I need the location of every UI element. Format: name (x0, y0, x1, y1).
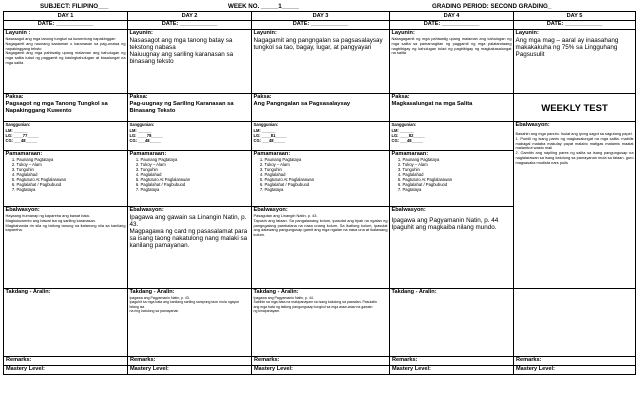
weekly-test-label: WEEKLY TEST (514, 93, 636, 121)
pamamaraan-step: 5. Pagtuturo At Paglalarawan (141, 178, 250, 183)
remarks-field-1[interactable]: Remarks: (4, 356, 128, 365)
lm-code: LM: ______ (5, 127, 28, 133)
lm-code: LM: ______ (253, 127, 276, 133)
pamamaraan-step: 6. Paglalahat / Pagbubuod (141, 183, 250, 188)
lm-code: LM: ______ (391, 127, 414, 133)
sanggunian-cell (128, 121, 252, 150)
pamamaraan-step: 2. Tukoy – Alam (265, 163, 388, 168)
day-header-2: DAY 2 (128, 12, 252, 21)
cg-code: CG: ___48_____ (129, 138, 161, 144)
ebalwasyon-cell (4, 206, 128, 288)
mastery-level-row (4, 365, 636, 374)
pamamaraan-step: 2. Tukoy – Alam (17, 163, 126, 168)
date-field-5[interactable]: DATE: ____________ (514, 20, 636, 29)
takdang-aralin-row (4, 288, 636, 356)
paksa-row (4, 93, 636, 121)
paksa-text: Ang Pangngalan sa Pagsasalaysay (253, 101, 351, 108)
takdang-aralin-text: Ipagawa ang Pagyamanin Natin, p. 44. Sabihin sa mga bata na makipanayam sa isang katulong sa paaralan. Pasulatin ang mga bata ng tatlong pangungusap tungkol sa mga araw-araw na gawain ng kinapanayam. (253, 296, 377, 313)
pamamaraan-label: Pamamaraan: (253, 151, 291, 158)
ebalwasyon-text: Ipagawa ang gawain sa Linangin Natin, p. 43. Magpagawa ng card ng pasasalamat para sa isang taong nakatulong nang malaki sa kanilang pamayanan. (129, 214, 248, 250)
ebalwasyon-cell (390, 206, 514, 288)
date-field-3[interactable]: DATE: ____________ (252, 20, 390, 29)
pamamaraan-step: 7. Pagtataya (403, 188, 512, 193)
paksa-cell (128, 93, 252, 121)
sanggunian-label: Sanggunian: (129, 122, 155, 128)
layunin-text: Nasasagot ang mga tanong tungkol sa kuwentong napakinggan Nagagamit ang naunang kaalaman o karanasan sa pag-unawa ng napakinggang teksto Nagagamit ang mga pahiwatig upang malaman ang kahulugan ng mga salita tulad ng paggamit ng kasingkahulugan at kasalungat na mga salita (5, 36, 126, 65)
layunin-cell (514, 29, 636, 93)
pamamaraan-step: 5. Pagtuturo At Paglalarawan (17, 178, 126, 183)
ebalwasyon-text: Hayaang humanap ng kapareha ang bawat bata. Magkukuwento ang bawat isa ng sariling karanasan. Magbahanda rin sila ng tatlong tanong na itatanong nila sa kanilang kapareha. (5, 213, 126, 233)
pamamaraan-list (392, 158, 512, 193)
remarks-field-5[interactable]: Remarks: (514, 356, 636, 365)
lg-code: LG: ____82_____ (391, 133, 425, 139)
takdang-aralin-text: Ipagawa ang Pagyamanin Natin, p. 43. Ipaguhit sa mga bata ang kanilang sariling sampung taon mula ngayon bilang isa na ring katulong sa pamayanan (129, 296, 240, 313)
pamamaraan-step: 4. Paglalahad (141, 173, 250, 178)
layunin-cell (390, 29, 514, 93)
pamamaraan-label: Pamamaraan: (5, 151, 43, 158)
pamamaraan-step: 3. Tunguhin (17, 168, 126, 173)
pamamaraan-step: 4. Paglalahad (17, 173, 126, 178)
layunin-row (4, 29, 636, 93)
cg-code: CG: ___48_____ (5, 138, 37, 144)
pamamaraan-step: 1. Paunang Pagtataya (403, 158, 512, 163)
lesson-plan-table (3, 11, 636, 375)
mastery-level-field-1[interactable]: Mastery Level: (4, 365, 128, 374)
layunin-cell (4, 29, 128, 93)
sanggunian-cell (390, 121, 514, 150)
paksa-label: Paksa: (253, 94, 272, 101)
pamamaraan-step: 3. Tunguhin (141, 168, 250, 173)
takdang-aralin-label: Takdang - Aralin: (253, 289, 299, 296)
pamamaraan-step: 3. Tunguhin (265, 168, 388, 173)
pamamaraan-step: 6. Paglalahat / Pagbubuod (265, 183, 388, 188)
date-field-4[interactable]: DATE: ____________ (390, 20, 514, 29)
layunin-text: Nagagamit ang pangngalan sa pagsasalaysay tungkol sa tao, bagay, lugar, at pangyayari (253, 37, 383, 52)
day-header-row (4, 12, 636, 21)
pamamaraan-step: 1. Paunang Pagtataya (17, 158, 126, 163)
remarks-field-3[interactable]: Remarks: (252, 356, 390, 365)
pamamaraan-step: 2. Tukoy – Alam (141, 163, 250, 168)
paksa-cell (252, 93, 390, 121)
grading-period-label: GRADING PERIOD: SECOND GRADING_ (432, 3, 552, 10)
mastery-level-field-2[interactable]: Mastery Level: (128, 365, 252, 374)
paksa-label: Paksa: (129, 94, 148, 101)
cg-code: CG: ___48_____ (253, 138, 285, 144)
sanggunian-label: Sanggunian: (5, 122, 31, 128)
takdang-aralin-cell (390, 288, 514, 356)
pamamaraan-label: Pamamaraan: (129, 151, 167, 158)
lg-code: LG: ____77_____ (5, 133, 39, 139)
pamamaraan-step: 1. Paunang Pagtataya (141, 158, 250, 163)
pamamaraan-list (6, 158, 126, 193)
takdang-aralin-label: Takdang - Aralin: (129, 289, 175, 296)
sanggunian-label: Sanggunian: (391, 122, 417, 128)
lm-code: LM: ______ (129, 127, 152, 133)
ebalwasyon-label: Ebalwasyon: (5, 207, 40, 214)
layunin-text: Ang mga mag – aaral ay inaasahang makakakuha ng 75% sa Lingguhang Pagsusulit (515, 37, 619, 59)
day5-ebalwasyon-cell (514, 121, 636, 288)
pamamaraan-step: 3. Tunguhin (403, 168, 512, 173)
pamamaraan-step: 7. Pagtataya (141, 188, 250, 193)
pamamaraan-step: 6. Paglalahat / Pagbubuod (403, 183, 512, 188)
cg-code: CG: ___48_____ (391, 138, 423, 144)
date-field-1[interactable]: DATE: ____________ (4, 20, 128, 29)
sanggunian-cell (252, 121, 390, 150)
pamamaraan-step: 4. Paglalahad (265, 173, 388, 178)
ebalwasyon-label: Ebalwasyon: (129, 207, 164, 214)
layunin-text: Nasasagot ang mga tanong batay sa tekstong nabasa Naiuugnay ang sariling karanasan sa binasang teksto (129, 37, 234, 66)
week-number-label: WEEK NO. _____1_____ (228, 3, 299, 10)
pamamaraan-cell (4, 150, 128, 206)
takdang-aralin-label: Takdang - Aralin: (391, 289, 437, 296)
ebalwasyon-text: Pasagutan ang Linangin Natin, p. 43. Tapusin ang talaan. Sa pangalawang kolum, ipasulat ang tiyak na ngalan ng pangngalang pambalana na nasa unang kolum. Sa ikatlong kolum, ipasulat ang dalawang pangungusap gamit ang mga ngalan na nasa una at ikalawang kolum. (253, 213, 388, 238)
sanggunian-label: Sanggunian: (253, 122, 279, 128)
day-header-1: DAY 1 (4, 12, 128, 21)
paksa-text: Pagsagot ng mga Tanong Tungkol sa Napakinggang Kuwento (5, 101, 108, 114)
pamamaraan-cell (128, 150, 252, 206)
takdang-aralin-cell (252, 288, 390, 356)
takdang-aralin-cell (4, 288, 128, 356)
pamamaraan-step: 5. Pagtuturo At Paglalarawan (403, 178, 512, 183)
layunin-label: Layunin: (515, 30, 539, 37)
pamamaraan-label: Pamamaraan: (391, 151, 429, 158)
lg-code: LG: ____81_____ (253, 133, 287, 139)
day-header-5: DAY 5 (514, 12, 636, 21)
pamamaraan-step: 1. Paunang Pagtataya (265, 158, 388, 163)
day-header-4: DAY 4 (390, 12, 514, 21)
pamamaraan-cell (390, 150, 514, 206)
layunin-label: Layunin: (253, 30, 277, 37)
layunin-label: Layunin: (129, 30, 153, 37)
remarks-field-2[interactable]: Remarks: (128, 356, 252, 365)
layunin-label: Layunin: (391, 30, 415, 37)
paksa-label: Paksa: (391, 94, 410, 101)
ebalwasyon-cell (128, 206, 252, 288)
pamamaraan-cell (252, 150, 390, 206)
pamamaraan-list (130, 158, 250, 193)
mastery-level-field-3[interactable]: Mastery Level: (252, 365, 390, 374)
pamamaraan-step: 7. Pagtataya (17, 188, 126, 193)
day-header-3: DAY 3 (252, 12, 390, 21)
pamamaraan-step: 5. Pagtuturo At Paglalarawan (265, 178, 388, 183)
subject-label: SUBJECT: FILIPINO___ (40, 3, 109, 10)
lg-code: LG: ____78_____ (129, 133, 163, 139)
ebalwasyon-cell (252, 206, 390, 288)
layunin-cell (252, 29, 390, 93)
layunin-cell (128, 29, 252, 93)
takdang-aralin-cell (514, 288, 636, 356)
pamamaraan-step: 6. Paglalahat / Pagbubuod (17, 183, 126, 188)
ebalwasyon-text: Ipagawa ang Pagyamanin Natin, p. 44 Ipaguhit ang magkaiba nilang mundo. (391, 217, 499, 232)
ebalwasyon-label: Ebalwasyon: (515, 122, 550, 129)
mastery-level-field-5[interactable]: Mastery Level: (514, 365, 636, 374)
pamamaraan-step: 2. Tukoy – Alam (403, 163, 512, 168)
paksa-cell (390, 93, 514, 121)
layunin-text: Nakagagamit ng mga pahiwatig upang malaman ang kahulugan ng mga salita sa pamamagitan ng paggamit ng mga palatandaang nagbibigay ng kahulugan tulad ng pagbibigay ng magkakasalungat na salita (391, 36, 512, 56)
takdang-aralin-label: Takdang - Aralin: (5, 289, 51, 296)
takdang-aralin-cell (128, 288, 252, 356)
pamamaraan-step: 4. Paglalahad (403, 173, 512, 178)
pamamaraan-step: 7. Pagtataya (265, 188, 388, 193)
ebalwasyon-text: Basahin ang mga panuto. Isulat ang iyong sagot sa sagutang papel. 1. Pumili ng isang pares ng magkasalungat na mga salita. mabilis mabagal mataba makulay payat malabo matigas matamis maalat malambot wasto mali 2. Gamitin ang napiling pares ng salita sa isang pangungusap na naglalarawan sa isang katulong sa pamayanan mula sa talaan. guro magsasaka modista nars pulis (515, 131, 634, 165)
paksa-cell (4, 93, 128, 121)
remarks-field-4[interactable]: Remarks: (390, 356, 514, 365)
sanggunian-row (4, 121, 636, 150)
mastery-level-field-4[interactable]: Mastery Level: (390, 365, 514, 374)
date-field-2[interactable]: DATE: ____________ (128, 20, 252, 29)
paksa-label: Paksa: (5, 94, 24, 101)
layunin-label: Layunin : (5, 30, 31, 37)
remarks-row (4, 356, 636, 365)
sanggunian-cell (4, 121, 128, 150)
pamamaraan-list (254, 158, 388, 193)
date-row (4, 20, 636, 29)
ebalwasyon-label: Ebalwasyon: (253, 207, 288, 214)
paksa-text: Pag-uugnay ng Sariling Karanasan sa Binasang Teksto (129, 101, 234, 114)
paksa-text: Magkasalungat na mga Salita (391, 101, 473, 108)
ebalwasyon-label: Ebalwasyon: (391, 207, 426, 214)
